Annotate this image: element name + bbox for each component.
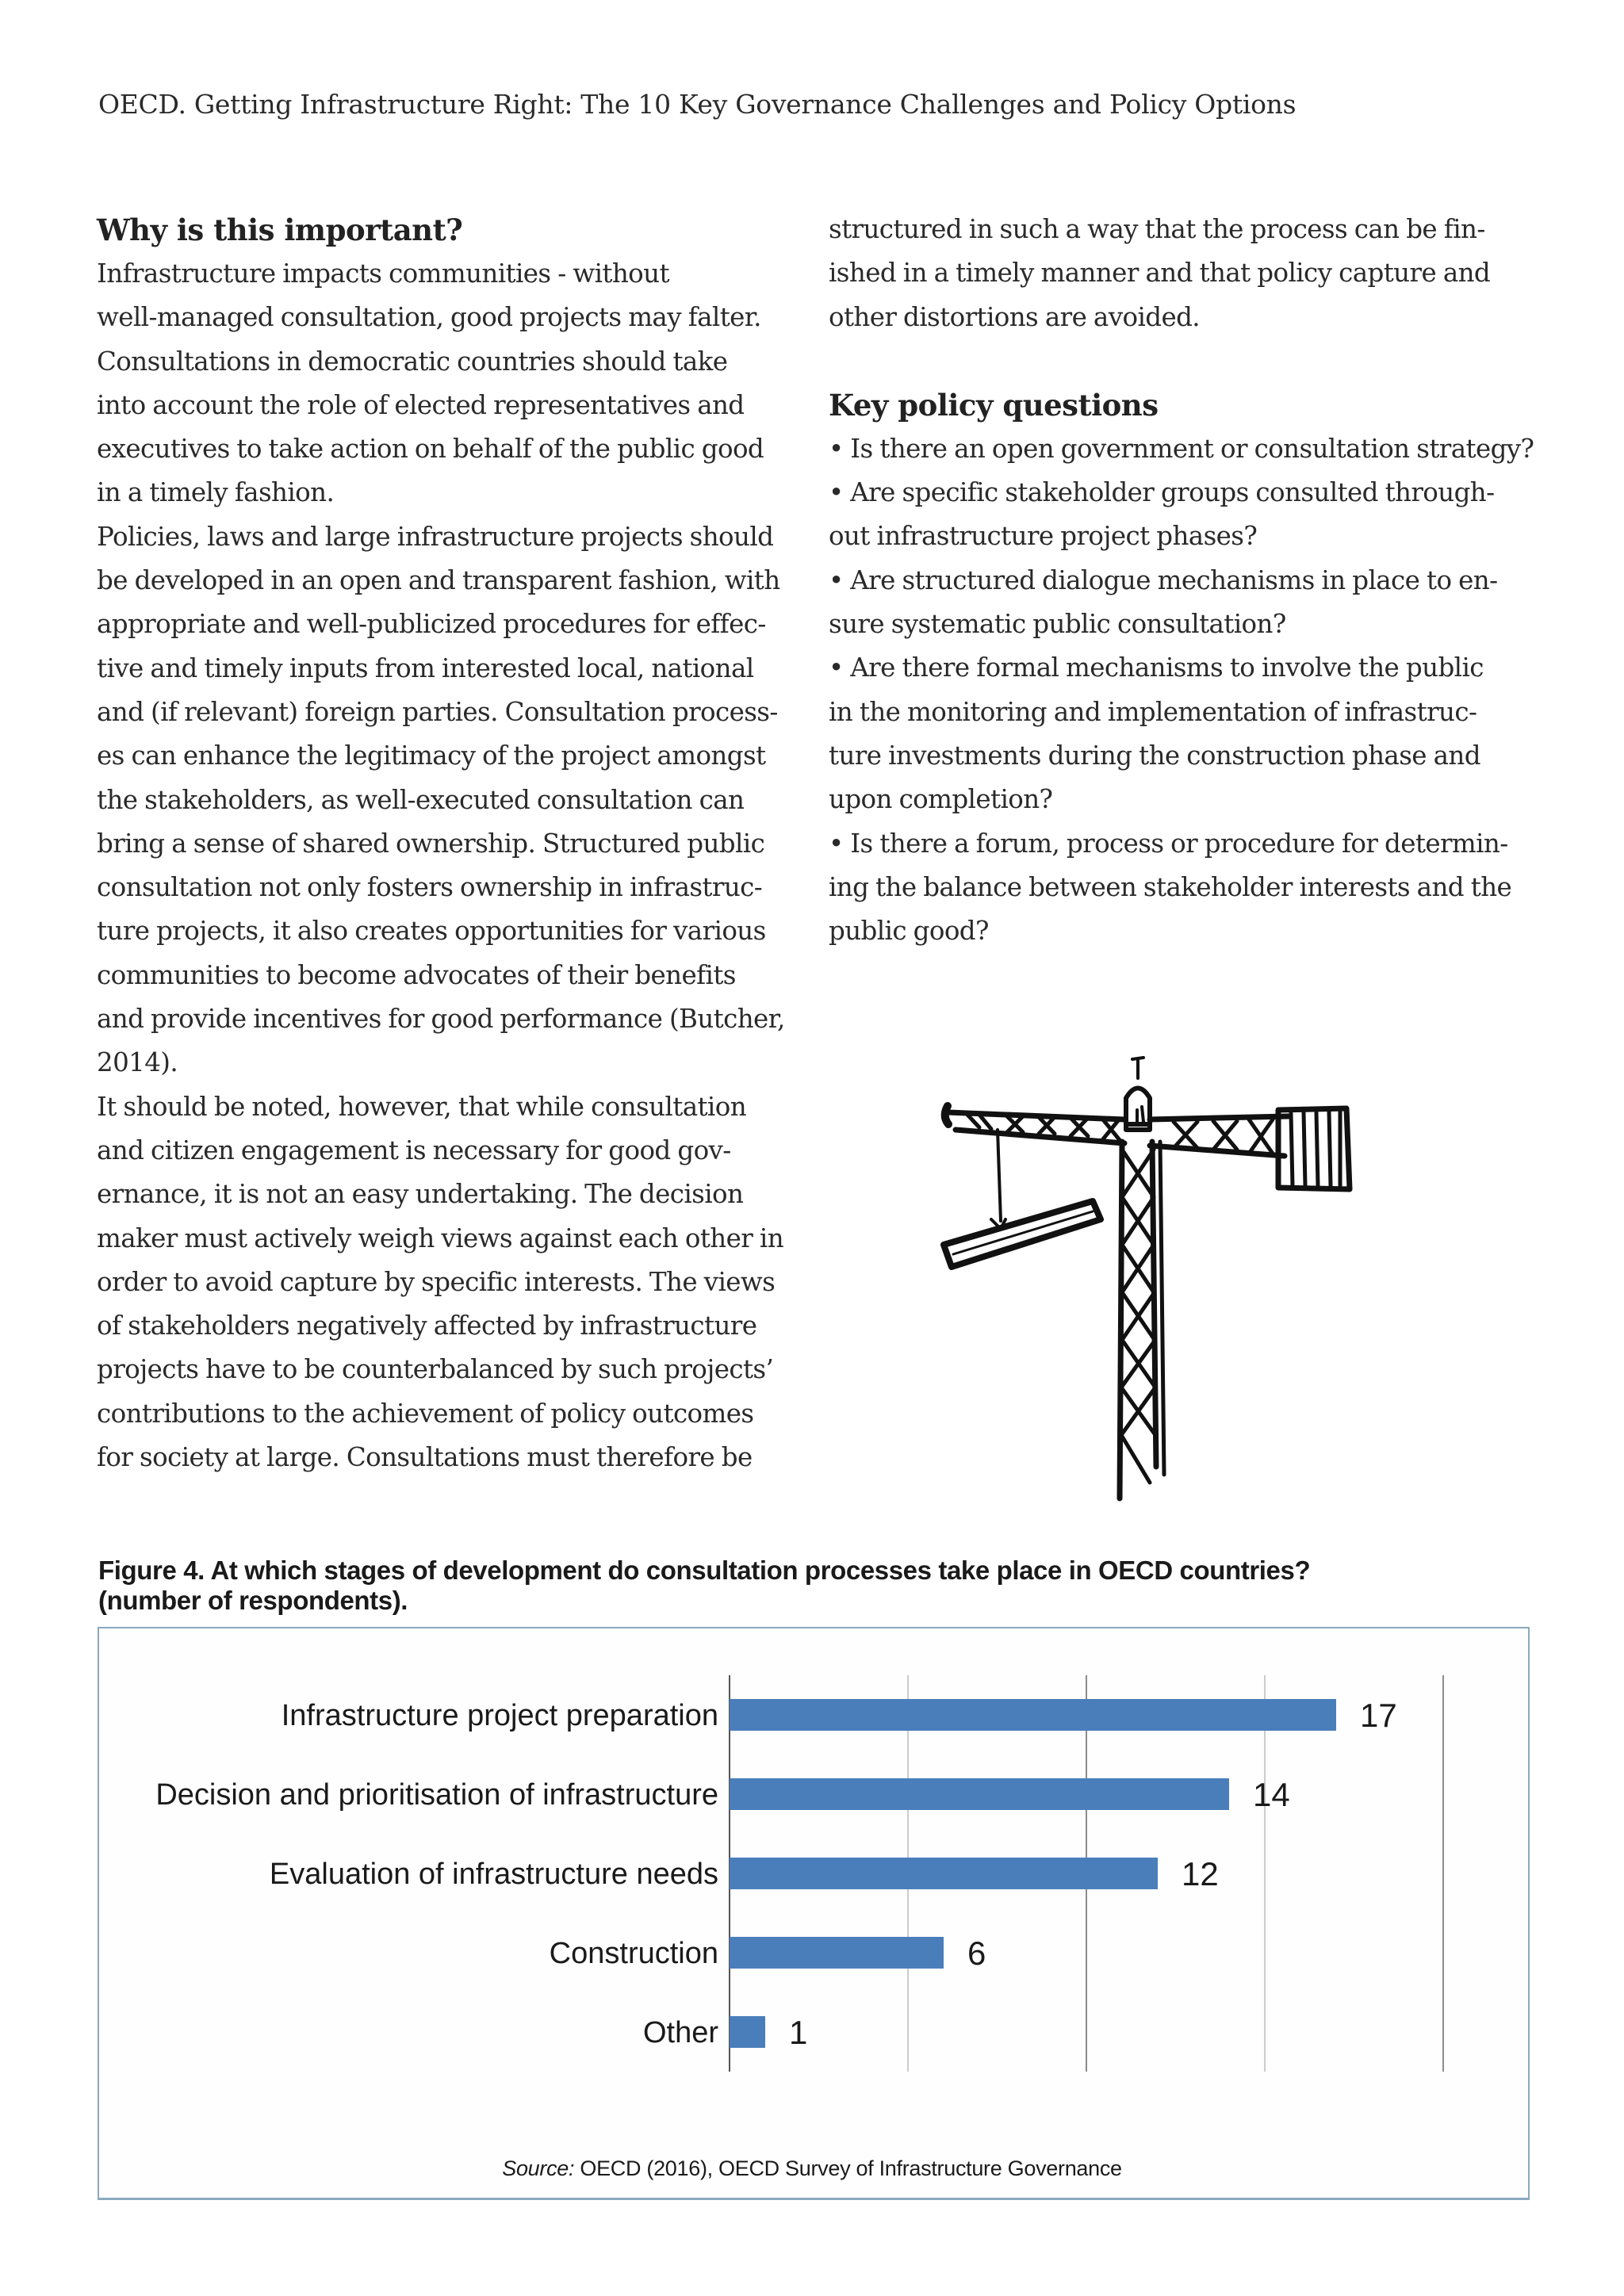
body-line: Policies, laws and large infrastructure projects should — [97, 521, 774, 552]
bar — [730, 1858, 1158, 1889]
body-line: other distortions are avoided. — [829, 301, 1201, 332]
figure-caption-line-1: Figure 4. At which stages of development do consultation processes take place in OECD countries? — [98, 1556, 1311, 1585]
body-line: ernance, it is not an easy undertaking. The decision — [97, 1179, 744, 1210]
category-label: Construction — [549, 1937, 718, 1970]
body-line: It should be noted, however, that while consultation — [97, 1091, 747, 1122]
data-label: 14 — [1253, 1776, 1290, 1813]
body-line: tive and timely inputs from interested local, national — [97, 652, 754, 683]
category-label: Other — [642, 2016, 718, 2049]
bar — [730, 2016, 765, 2048]
body-line: structured in such a way that the process can be fin- — [829, 214, 1485, 244]
policy-question-line: out infrastructure project phases? — [829, 521, 1258, 552]
running-header: OECD. Getting Infrastructure Right: The 10 Key Governance Challenges and Policy Options — [98, 89, 1297, 120]
body-line: contributions to the achievement of policy outcomes — [97, 1398, 754, 1429]
body-line: es can enhance the legitimacy of the project amongst — [97, 740, 766, 771]
data-label: 12 — [1182, 1855, 1219, 1892]
category-label: Decision and prioritisation of infrastructure — [155, 1778, 718, 1812]
policy-question-line: ture investments during the construction phase and — [829, 740, 1480, 771]
policy-question-line: ing the balance between stakeholder interests and the — [829, 871, 1512, 902]
body-line: in a timely fashion. — [97, 477, 335, 508]
bar — [730, 1699, 1336, 1731]
body-line: into account the role of elected representatives and — [97, 389, 745, 420]
body-line: maker must actively weigh views against each other in — [97, 1223, 784, 1253]
bar — [730, 1937, 944, 1969]
data-label: 17 — [1360, 1697, 1397, 1734]
policy-question-line: sure systematic public consultation? — [829, 609, 1286, 640]
section-heading-why-important: Why is this important? — [97, 212, 463, 247]
category-label: Infrastructure project preparation — [281, 1699, 718, 1732]
body-line: Consultations in democratic countries should take — [97, 346, 728, 377]
body-line: be developed in an open and transparent fashion, with — [97, 565, 780, 596]
body-line: consultation not only fosters ownership in infrastruc- — [97, 872, 763, 903]
body-line: Infrastructure impacts communities - without — [97, 258, 669, 289]
policy-question-line: • Is there a forum, process or procedure for determin- — [829, 828, 1508, 859]
figure-caption-line-2: (number of respondents). — [98, 1586, 408, 1615]
body-line: the stakeholders, as well-executed consultation can — [97, 784, 745, 815]
body-line: and citizen engagement is necessary for good gov- — [97, 1135, 731, 1165]
policy-question-line: in the monitoring and implementation of infrastruc- — [829, 696, 1477, 727]
body-line: executives to take action on behalf of the public good — [97, 434, 764, 465]
body-line: appropriate and well-publicized procedures for effec- — [97, 609, 766, 640]
body-line: communities to become advocates of their benefits — [97, 959, 736, 990]
body-line: and provide incentives for good performance (Butcher, — [97, 1004, 785, 1035]
body-line: projects have to be counterbalanced by such projects’ — [97, 1354, 774, 1385]
chart-source — [0, 2156, 1624, 2181]
source-text: OECD (2016), OECD Survey of Infrastructure Governance — [574, 2156, 1122, 2180]
category-label: Evaluation of infrastructure needs — [269, 1858, 718, 1891]
body-line: 2014). — [97, 1047, 178, 1078]
body-line: and (if relevant) foreign parties. Consultation process- — [97, 696, 778, 727]
body-line: order to avoid capture by specific interests. The views — [97, 1266, 776, 1297]
body-line: well-managed consultation, good projects may falter. — [97, 302, 761, 333]
body-line: ture projects, it also creates opportunities for various — [97, 916, 766, 947]
bar — [730, 1778, 1229, 1810]
policy-question-line: • Are there formal mechanisms to involve the public — [829, 652, 1484, 683]
policy-question-line: • Is there an open government or consultation strategy? — [829, 433, 1534, 464]
data-label: 6 — [967, 1934, 986, 1972]
body-line: of stakeholders negatively affected by infrastructure — [97, 1311, 757, 1341]
policy-question-line: upon completion? — [829, 784, 1053, 815]
body-line: bring a sense of shared ownership. Structured public — [97, 828, 765, 859]
body-line: for society at large. Consultations must therefore be — [97, 1442, 753, 1473]
source-label: Source: — [502, 2156, 575, 2180]
section-heading-key-policy-questions: Key policy questions — [829, 387, 1159, 423]
body-line: ished in a timely manner and that policy capture and — [829, 258, 1491, 289]
data-label: 1 — [789, 2014, 808, 2051]
policy-question-line: public good? — [829, 916, 989, 947]
policy-question-line: • Are structured dialogue mechanisms in place to en- — [829, 564, 1498, 595]
policy-question-line: • Are specific stakeholder groups consulted through- — [829, 477, 1495, 508]
